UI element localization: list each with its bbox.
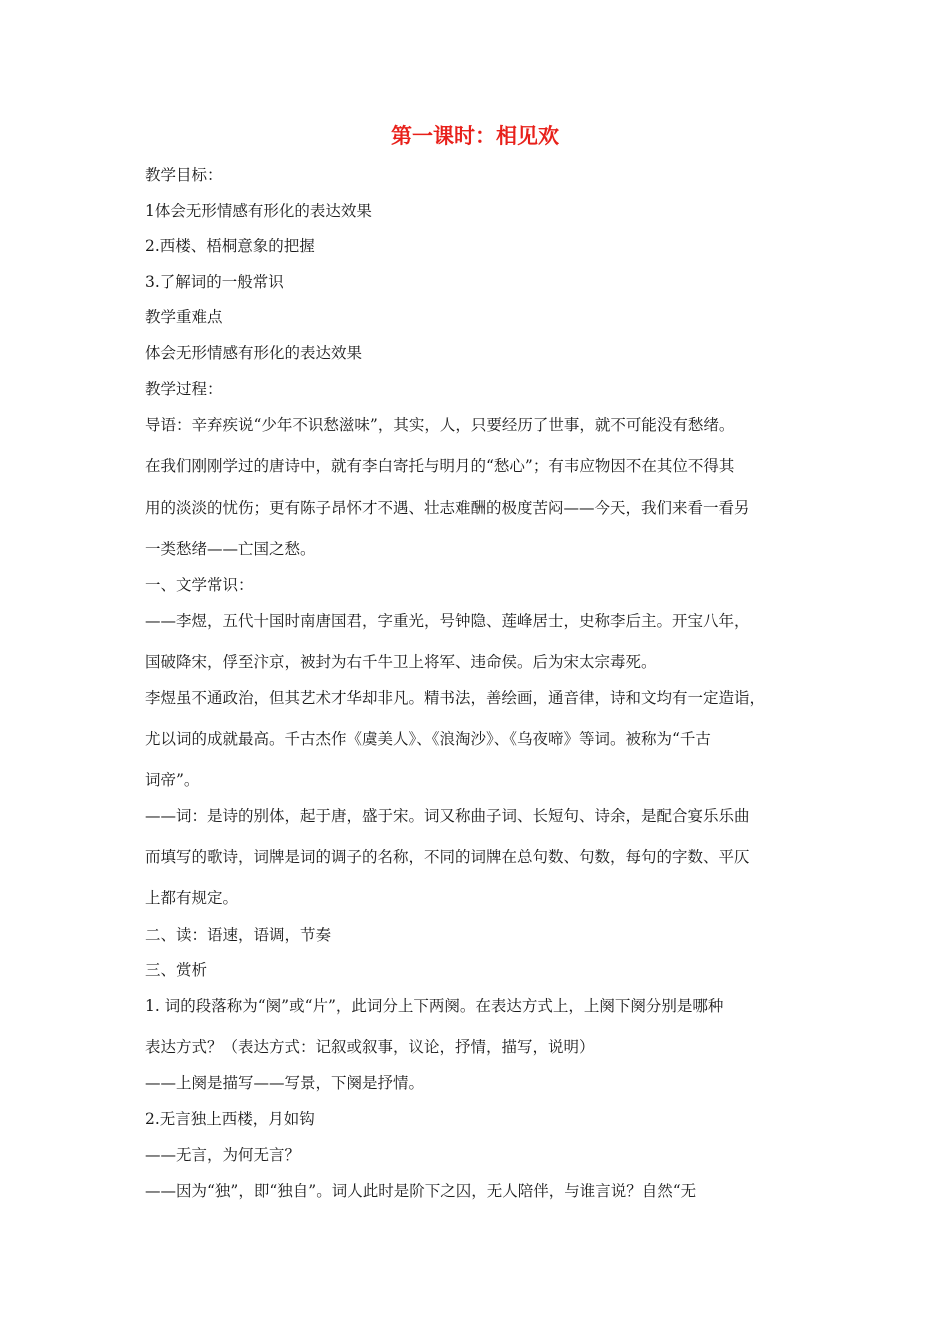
text-line: 词帝”。 [145, 771, 200, 789]
text-line: 尤以词的成就最高。千古杰作《虞美人》、《浪淘沙》、《乌夜啼》等词。被称为“千古 [145, 730, 711, 748]
text-line: 导语：辛弃疾说“少年不识愁滋味”，其实，人，只要经历了世事，就不可能没有愁绪。 [145, 416, 735, 434]
text-line: 二、读：语速，语调，节奏 [145, 926, 332, 944]
text-line: 2.无言独上西楼，月如钩 [145, 1110, 315, 1128]
text-line: 三、赏析 [145, 961, 208, 979]
text-line: 表达方式？（表达方式：记叙或叙事，议论，抒情，描写，说明） [145, 1038, 595, 1056]
text-line: 国破降宋，俘至汴京，被封为右千牛卫上将军、违命侯。后为宋太宗毒死。 [145, 653, 657, 671]
document-title: 第一课时：相见欢 [391, 123, 559, 148]
text-line: 而填写的歌诗，词牌是词的调子的名称，不同的词牌在总句数、句数，每句的字数、平仄 [145, 848, 750, 866]
text-line: ——无言，为何无言？ [145, 1146, 301, 1164]
text-line: ——李煜，五代十国时南唐国君，字重光，号钟隐、莲峰居士，史称李后主。开宝八年， [145, 612, 750, 630]
text-line: 教学重难点 [145, 308, 223, 326]
text-line: 1体会无形情感有形化的表达效果 [145, 202, 372, 220]
text-line: 1. 词的段落称为“阕”或“片”，此词分上下两阕。在表达方式上，上阕下阕分别是哪种 [145, 997, 724, 1015]
text-line: ——词：是诗的别体，起于唐，盛于宋。词又称曲子词、长短句、诗余，是配合宴乐乐曲 [145, 807, 750, 825]
text-line: 2.西楼、梧桐意象的把握 [145, 237, 315, 255]
text-line: 教学过程： [145, 380, 223, 398]
text-line: ——上阕是描写——写景，下阕是抒情。 [145, 1074, 425, 1092]
text-line: 一、文学常识： [145, 576, 254, 594]
text-line: ——因为“独”，即“独自”。词人此时是阶下之囚，无人陪伴，与谁言说？自然“无 [145, 1182, 697, 1200]
text-line: 教学目标： [145, 166, 223, 184]
text-line: 用的淡淡的忧伤；更有陈子昂怀才不遇、壮志难酬的极度苦闷——今天，我们来看一看另 [145, 499, 750, 517]
text-line: 3.了解词的一般常识 [145, 273, 284, 291]
text-line: 上都有规定。 [145, 889, 239, 907]
text-line: 体会无形情感有形化的表达效果 [145, 344, 363, 362]
text-line: 在我们刚刚学过的唐诗中，就有李白寄托与明月的“愁心”；有韦应物因不在其位不得其 [145, 457, 735, 475]
text-line: 李煜虽不通政治，但其艺术才华却非凡。精书法，善绘画，通音律，诗和文均有一定造诣， [145, 689, 766, 707]
text-line: 一类愁绪——亡国之愁。 [145, 540, 316, 558]
